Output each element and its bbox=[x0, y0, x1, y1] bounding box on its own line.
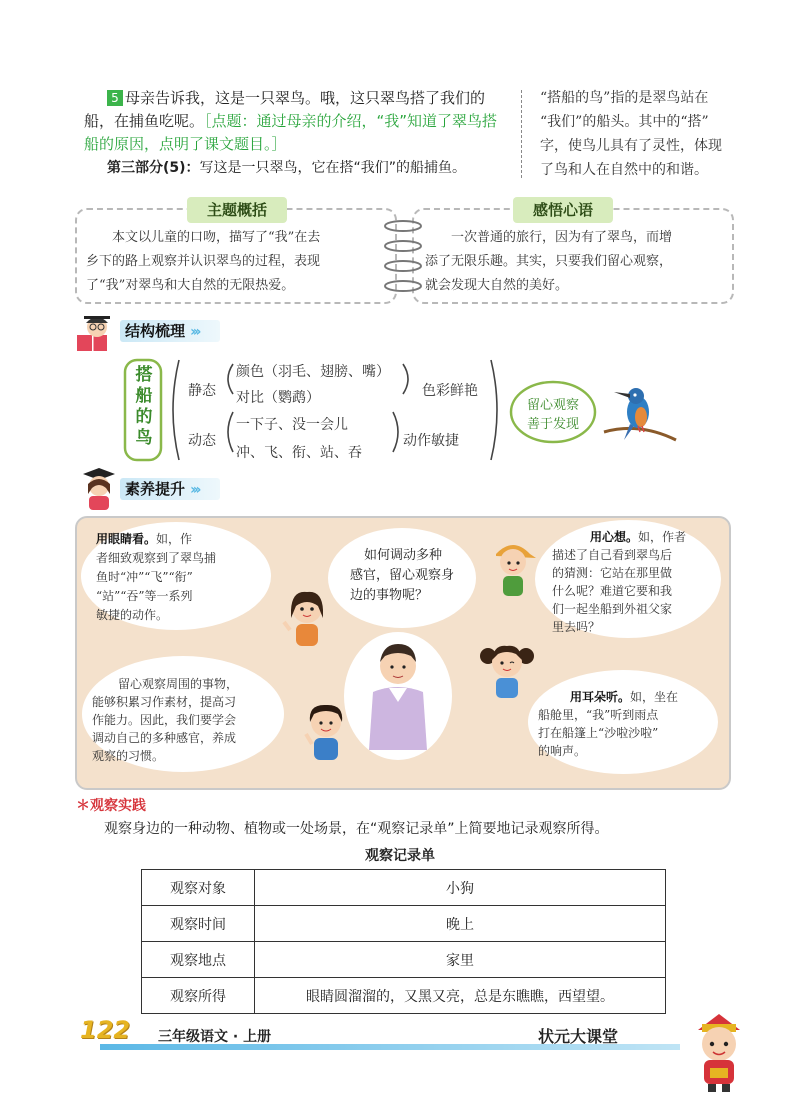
girl-pointing-icon bbox=[282, 588, 332, 654]
observation-table bbox=[141, 869, 666, 1014]
insight-title: 感悟心语 bbox=[513, 197, 613, 223]
table-title: 观察记录单 bbox=[365, 848, 435, 864]
note-text-2: 船的原因，点明了课文题目。］ bbox=[84, 135, 287, 153]
structure-heading: 结构梳理 ››› bbox=[120, 320, 220, 342]
structure-root: 搭船的鸟 bbox=[135, 365, 153, 448]
table-row: 观察地点 家里 bbox=[142, 942, 666, 978]
table-row: 观察时间 晚上 bbox=[142, 906, 666, 942]
static-item-1: 颜色（羽毛、翅膀、嘴） bbox=[236, 364, 390, 380]
page-number: 122 bbox=[80, 1016, 131, 1044]
theme-text: 本文以儿童的口吻，描写了“我”在去 乡下的路上观察并认识翠鸟的过程，表现 了“我”对翠鸟和大自然的无限热爱。 bbox=[86, 230, 321, 293]
static-item-2: 对比（鹦鹉） bbox=[236, 390, 320, 406]
question-text: 如何调动多种 感官，留心观察身 边的事物呢？ bbox=[350, 548, 455, 603]
kingfisher-icon bbox=[600, 382, 680, 444]
structure-conclusion: 留心观察 善于发现 bbox=[526, 398, 579, 432]
dynamic-result: 动作敏捷 bbox=[403, 433, 459, 449]
literacy-heading: 素养提升 ››› bbox=[120, 478, 220, 500]
dynamic-item-1: 一下子、没一会儿 bbox=[236, 417, 348, 433]
static-label: 静态 bbox=[188, 383, 216, 399]
chevron-icon: ››› bbox=[190, 482, 199, 498]
teacher-icon bbox=[343, 630, 453, 762]
girl-pigtails-icon bbox=[478, 640, 536, 706]
paragraph-number: 5 bbox=[107, 90, 123, 106]
mind-text: 用心想。如，作者 描述了自己看到翠鸟后 的猜测：它站在那里做 什么呢？难道它要和我 们一起坐船到外祖父家 里去吗？ bbox=[552, 530, 687, 634]
girl-graduate-icon bbox=[73, 468, 121, 512]
table-row: 观察所得 眼睛圆溜溜的，又黑又亮，总是东瞧瞧，西望望。 bbox=[142, 978, 666, 1014]
paragraph-5: 5 母亲告诉我，这是一只翠鸟。哦，这只翠鸟搭了我们的 船，在捕鱼吃呢。［点题：通过母亲的介绍，“我”知道了翠鸟搭 船的原因，点明了课文题目。］ bbox=[107, 87, 512, 156]
boy-curly-icon bbox=[298, 700, 354, 768]
mascot-icon bbox=[684, 1008, 754, 1094]
table-row: 观察对象 小狗 bbox=[142, 870, 666, 906]
insight-text: 一次普通的旅行，因为有了翠鸟，而增 添了无限乐趣。其实，只要我们留心观察， 就会发现大自然的美好。 bbox=[425, 230, 673, 293]
theme-title: 主题概括 bbox=[187, 197, 287, 223]
binder-rings bbox=[380, 214, 426, 300]
practice-heading: ＊观察实践 bbox=[76, 798, 146, 814]
dynamic-item-2: 冲、飞、衔、站、吞 bbox=[236, 445, 362, 461]
footer-brand: 状元大课堂 bbox=[538, 1027, 619, 1046]
chevron-icon: ››› bbox=[190, 324, 199, 340]
part-three-summary: 第三部分(5)：写这是一只翠鸟，它在搭“我们”的船捕鱼。 bbox=[107, 160, 467, 176]
eyes-text: 用眼睛看。如，作 者细致观察到了翠鸟捕 鱼时“冲”“飞”“衔” “站”“吞”等一系列 敏捷的动作。 bbox=[96, 532, 217, 622]
footer-book: 三年级语文 · 上册 bbox=[158, 1029, 272, 1045]
summary-text: 留心观察周围的事物， 能够积累习作素材，提高习 作能力。因此，我们要学会 调动自己的多种感官，养成 观察的习惯。 bbox=[92, 677, 239, 763]
practice-instruction: 观察身边的一种动物、植物或一处场景，在“观察记录单”上简要地记录观察所得。 bbox=[104, 821, 609, 837]
static-result: 色彩鲜艳 bbox=[422, 383, 478, 399]
reading-boy-icon bbox=[73, 313, 121, 353]
dynamic-label: 动态 bbox=[188, 433, 216, 449]
column-divider bbox=[521, 90, 522, 178]
side-note: “搭船的鸟”指的是翠鸟站在 “我们”的船头。其中的“搭” 字，使鸟儿具有了灵性，体现 了鸟和人在自然中的和谐。 bbox=[540, 90, 722, 178]
note-text: ［点题：通过母亲的介绍，“我”知道了翠鸟搭 bbox=[204, 112, 498, 130]
ears-text: 用耳朵听。如，坐在 船舱里，“我”听到雨点 打在船篷上“沙啦沙啦” 的响声。 bbox=[538, 690, 679, 758]
boy-cap-icon bbox=[488, 536, 538, 604]
